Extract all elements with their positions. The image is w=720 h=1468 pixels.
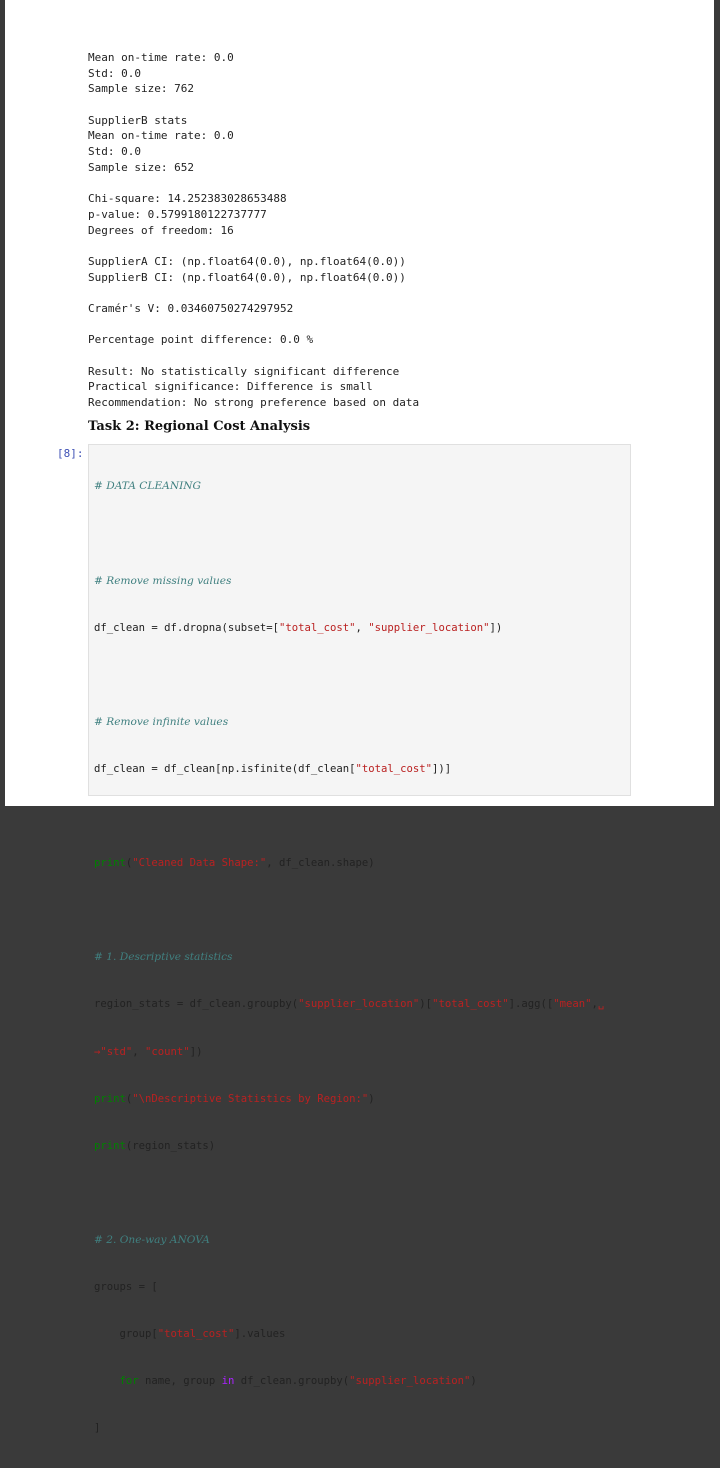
output-line bbox=[88, 97, 419, 113]
output-line: p-value: 0.5799180122737777 bbox=[88, 207, 267, 221]
code-text: region_stats = df_clean.groupby( bbox=[94, 998, 299, 1011]
output-line: SupplierA CI: (np.float64(0.0), np.float64(0.0)) bbox=[88, 254, 406, 268]
code-text: ( bbox=[125, 857, 133, 870]
code-text: (region_stats) bbox=[125, 1139, 216, 1152]
code-comment: # 1. Descriptive statistics bbox=[94, 951, 233, 964]
code-string: "count" bbox=[145, 1045, 190, 1058]
code-text: df_clean = df.dropna(subset=[ bbox=[94, 621, 279, 634]
code-text: ( bbox=[125, 1092, 133, 1105]
code-keyword: for bbox=[94, 1375, 139, 1388]
code-keyword: in bbox=[221, 1375, 235, 1388]
code-string: "total_cost" bbox=[432, 998, 509, 1011]
code-string: "total_cost" bbox=[157, 1328, 235, 1341]
output-line: SupplierB CI: (np.float64(0.0), np.float64(0.0)) bbox=[88, 270, 406, 284]
output-line: Std: 0.0 bbox=[88, 66, 141, 80]
output-line: Practical significance: Difference is small bbox=[88, 380, 373, 394]
code-string: "supplier_location" bbox=[298, 998, 420, 1011]
output-line bbox=[88, 285, 419, 301]
code-string: "supplier_location" bbox=[368, 621, 490, 634]
code-string: "std" bbox=[100, 1045, 133, 1058]
code-text: , df_clean.shape) bbox=[266, 857, 375, 870]
output-line bbox=[88, 238, 419, 254]
output-line: Mean on-time rate: 0.0 bbox=[88, 129, 234, 143]
code-text: ]) bbox=[489, 621, 503, 634]
code-comment: # Remove infinite values bbox=[94, 715, 229, 728]
output-line: Sample size: 762 bbox=[88, 82, 194, 96]
code-string: "total_cost" bbox=[355, 762, 433, 775]
code-text: ] bbox=[94, 1422, 101, 1435]
code-text: ])] bbox=[432, 762, 452, 775]
code-editor[interactable] bbox=[94, 448, 604, 1468]
output-line: Result: No statistically significant difference bbox=[88, 364, 400, 378]
output-line bbox=[88, 317, 419, 333]
code-text: ) bbox=[368, 1092, 375, 1105]
code-text: , bbox=[132, 1045, 146, 1058]
code-text: groups = [ bbox=[94, 1281, 158, 1293]
code-text: ]) bbox=[189, 1045, 203, 1058]
output-line: Cramér's V: 0.03460750274297952 bbox=[88, 302, 294, 315]
output-line bbox=[88, 176, 419, 192]
code-builtin: print bbox=[94, 1092, 126, 1105]
code-text: name, group bbox=[138, 1375, 222, 1388]
code-comment: # DATA CLEANING bbox=[94, 480, 202, 493]
cell-execution-count: [8]: bbox=[57, 447, 84, 460]
output-line: Sample size: 652 bbox=[88, 160, 194, 174]
line-wrap-arrow-icon: → bbox=[94, 1045, 101, 1058]
output-line: SupplierB stats bbox=[88, 113, 188, 127]
code-cell[interactable] bbox=[88, 444, 631, 1435]
output-line: Chi-square: 14.252383028653488 bbox=[88, 192, 287, 206]
code-text: group[ bbox=[94, 1328, 158, 1341]
output-line: Percentage point difference: 0.0 % bbox=[88, 333, 314, 347]
code-text: df_clean = df_clean[np.isfinite(df_clean[ bbox=[94, 762, 356, 775]
code-text: ) bbox=[470, 1375, 477, 1388]
code-text: df_clean.groupby( bbox=[234, 1375, 350, 1388]
code-text: )[ bbox=[419, 998, 433, 1011]
output-line: Std: 0.0 bbox=[88, 145, 141, 159]
output-line: Recommendation: No strong preference based on data bbox=[88, 396, 420, 410]
code-text: , bbox=[591, 998, 598, 1011]
output-line: Degrees of freedom: 16 bbox=[88, 223, 234, 237]
code-comment: # Remove missing values bbox=[94, 574, 232, 587]
output-line bbox=[88, 348, 419, 364]
output-line: Mean on-time rate: 0.0 bbox=[88, 51, 234, 64]
notebook-page bbox=[5, 0, 714, 1435]
code-text: ].agg([ bbox=[508, 998, 554, 1011]
code-builtin: print bbox=[94, 1139, 126, 1152]
code-comment: # 2. One-way ANOVA bbox=[94, 1233, 210, 1246]
code-text: ].values bbox=[234, 1328, 286, 1341]
code-string: "Cleaned Data Shape:" bbox=[132, 857, 267, 870]
line-continuation-icon: ␣ bbox=[597, 998, 605, 1011]
task-heading: Task 2: Regional Cost Analysis bbox=[88, 419, 311, 434]
cell-output bbox=[88, 50, 419, 411]
code-builtin: print bbox=[94, 857, 126, 870]
code-string: "total_cost" bbox=[278, 621, 356, 634]
code-text: , bbox=[355, 621, 369, 634]
code-string: "\nDescriptive Statistics by Region:" bbox=[132, 1092, 369, 1105]
code-string: "supplier_location" bbox=[349, 1375, 471, 1388]
code-string: "mean" bbox=[553, 998, 592, 1011]
